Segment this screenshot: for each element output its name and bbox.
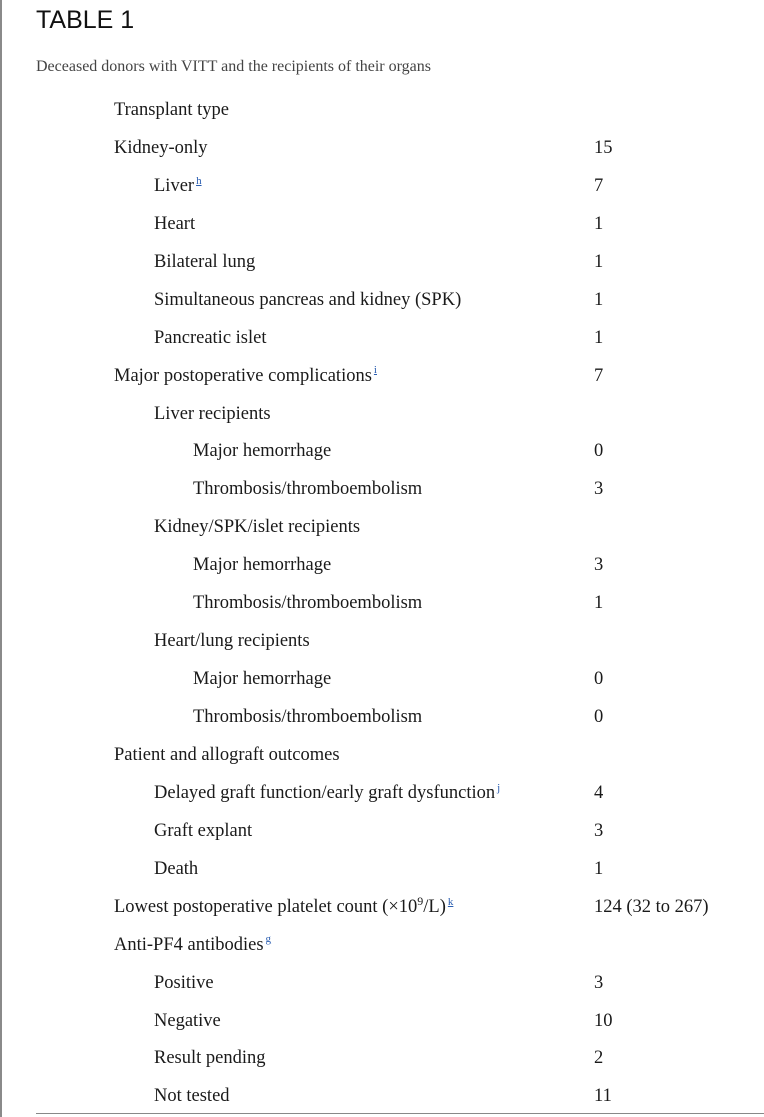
- row-label: Graft explant: [154, 820, 253, 841]
- row-value: 4: [594, 782, 604, 803]
- row-value: 2: [594, 1048, 604, 1069]
- table-row: [0, 243, 764, 281]
- data-table: [0, 91, 764, 1115]
- footnote-link[interactable]: h: [196, 174, 202, 187]
- row-value: 3: [594, 555, 604, 576]
- row-value: 1: [594, 593, 604, 614]
- footnote-link[interactable]: i: [373, 364, 377, 377]
- table-row: [0, 167, 764, 205]
- row-label: Major hemorrhage: [193, 441, 332, 462]
- table-row: [0, 319, 764, 357]
- table-row: [0, 660, 764, 698]
- row-label: Heart/lung recipients: [154, 631, 310, 652]
- row-label: Liver $^h$: [154, 174, 202, 196]
- row-value: 0: [594, 669, 604, 690]
- row-value: 1: [594, 251, 604, 272]
- table-row: [0, 281, 764, 319]
- table-row: [0, 850, 764, 888]
- row-value: 7: [594, 365, 604, 386]
- row-label: Pancreatic islet: [154, 327, 267, 348]
- table-row: [0, 205, 764, 243]
- table-row: [0, 470, 764, 508]
- footnote-link[interactable]: k: [447, 895, 454, 908]
- table-row: [0, 622, 764, 660]
- row-value: 124 (32 to 267): [594, 896, 709, 917]
- row-value: 0: [594, 441, 604, 462]
- row-label: Thrombosis/thromboembolism: [193, 479, 423, 500]
- table-row: [0, 926, 764, 964]
- row-label: Result pending: [154, 1048, 266, 1069]
- row-value: 3: [594, 972, 604, 993]
- table-title: TABLE 1: [36, 6, 135, 34]
- exponent: 9: [417, 893, 424, 908]
- table-caption: Deceased donors with VITT and the recipients of their organs: [36, 58, 431, 75]
- footnote-link[interactable]: j: [497, 781, 501, 794]
- row-label: Major postoperative complications $^i$: [114, 364, 377, 386]
- row-value: 0: [594, 707, 604, 727]
- row-label: Heart: [154, 213, 196, 234]
- table-row: [0, 774, 764, 812]
- row-label: Lowest postoperative platelet count $(\times 10^9/L)$ $^k$: [114, 893, 454, 917]
- table-row: [0, 584, 764, 622]
- table-row: [0, 432, 764, 470]
- row-label: Liver recipients: [154, 403, 271, 424]
- row-label: Thrombosis/thromboembolism: [193, 593, 423, 614]
- table-bottom-rule: [36, 1113, 764, 1114]
- table-row: [0, 129, 764, 167]
- row-label: Bilateral lung: [154, 251, 256, 272]
- table-row: [0, 1002, 764, 1040]
- row-label: Delayed graft function/early graft dysfunction $^j$: [154, 781, 501, 803]
- table-row: [0, 736, 764, 774]
- row-label: Major hemorrhage: [193, 669, 332, 690]
- row-value: 11: [594, 1086, 612, 1107]
- table-row: [0, 888, 764, 926]
- footnote-link[interactable]: g: [265, 933, 272, 946]
- table-row: [0, 698, 764, 736]
- row-value: 3: [594, 820, 604, 841]
- row-value: 15: [594, 137, 613, 158]
- row-label: Kidney-only: [114, 137, 208, 158]
- table-row: [0, 357, 764, 395]
- row-value: 7: [594, 175, 604, 196]
- row-value: 3: [594, 479, 604, 500]
- row-value: 1: [594, 213, 604, 234]
- table-row: [0, 508, 764, 546]
- table-row: [0, 964, 764, 1002]
- table-row: [0, 395, 764, 433]
- row-value: 1: [594, 289, 604, 310]
- row-label: Positive: [154, 972, 214, 993]
- row-label: Death: [154, 858, 199, 879]
- row-label: Thrombosis/thromboembolism: [193, 707, 423, 727]
- table-row: [0, 812, 764, 850]
- row-label: Major hemorrhage: [193, 555, 332, 576]
- table-row: [0, 546, 764, 584]
- row-label: Kidney/SPK/islet recipients: [154, 517, 361, 538]
- row-label: Negative: [154, 1010, 221, 1031]
- row-value: 10: [594, 1010, 613, 1031]
- table-row: [0, 91, 764, 129]
- row-value: 1: [594, 327, 604, 348]
- row-label: Simultaneous pancreas and kidney (SPK): [154, 289, 462, 310]
- row-label: Not tested: [154, 1086, 230, 1107]
- row-label: Anti-PF4 antibodies $^g$: [114, 933, 272, 955]
- row-value: 1: [594, 858, 604, 879]
- table-row: [0, 1077, 764, 1115]
- row-label: Transplant type: [114, 100, 229, 120]
- table-row: [0, 1039, 764, 1077]
- row-label: Patient and allograft outcomes: [114, 744, 340, 765]
